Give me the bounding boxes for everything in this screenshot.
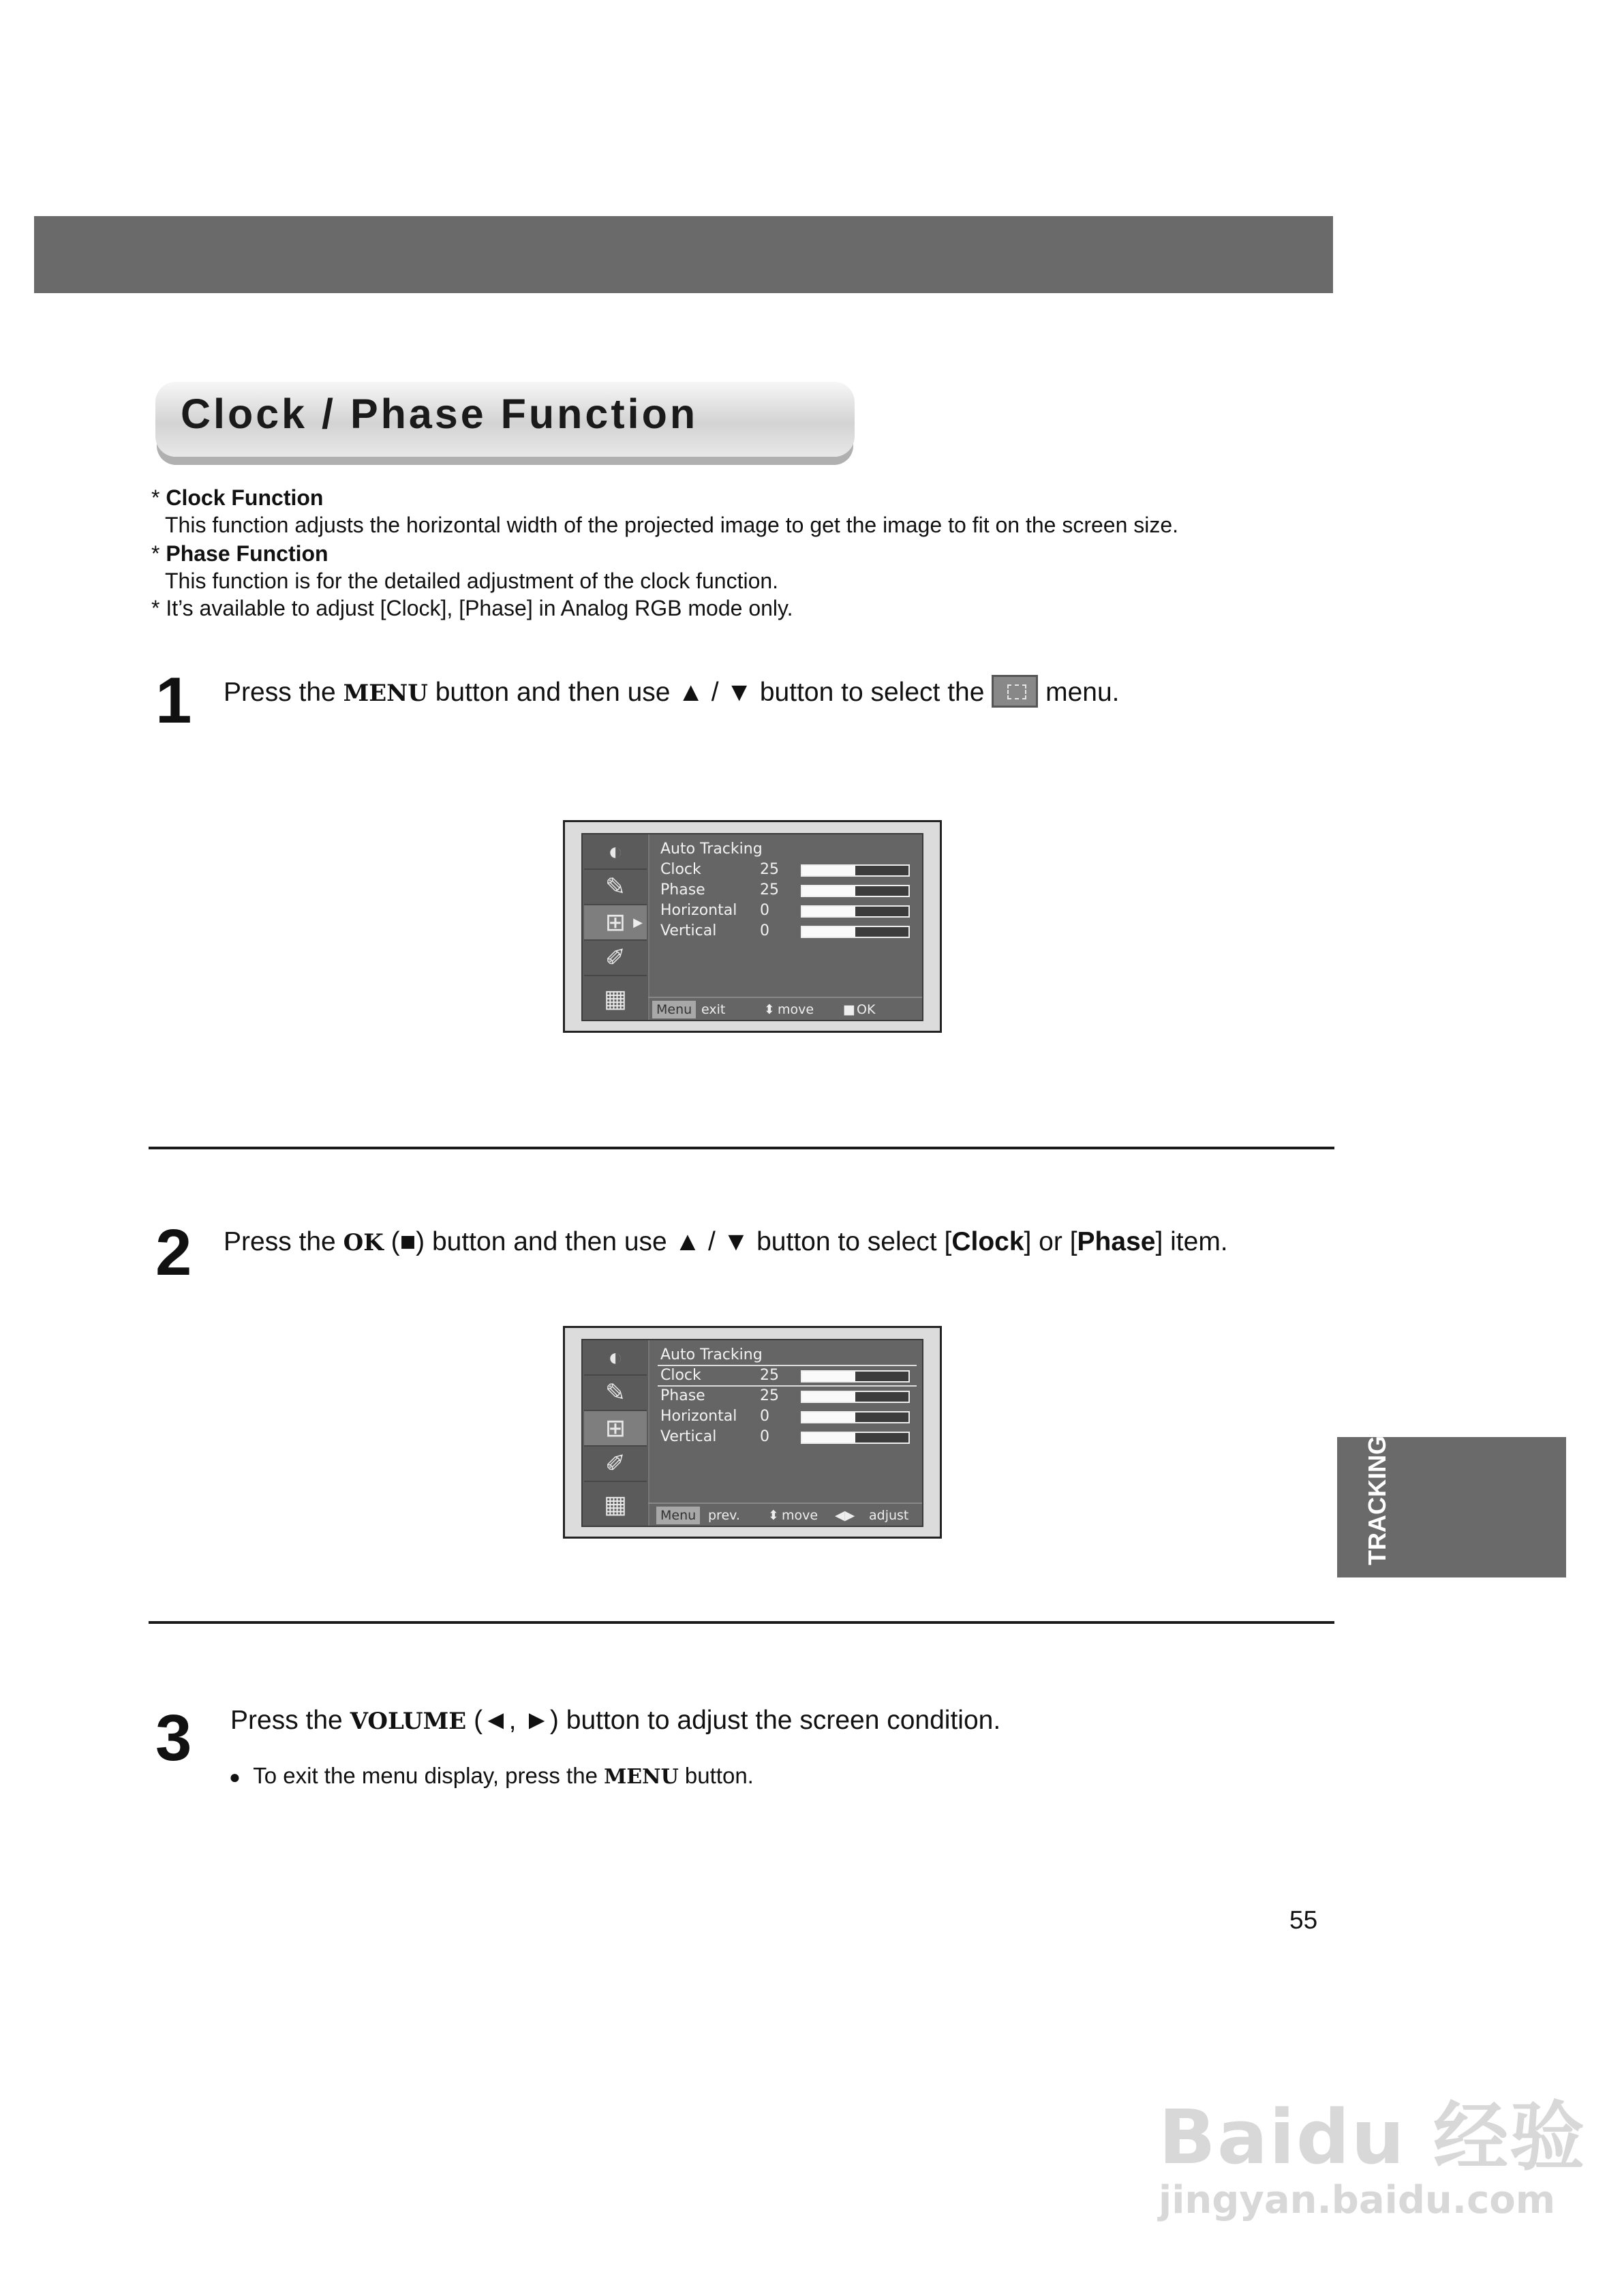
header-bar bbox=[34, 216, 1333, 293]
osd-sidebar bbox=[583, 834, 649, 1020]
osd-sidebar bbox=[583, 1340, 649, 1526]
left-right-icon: ◀▶ bbox=[835, 1508, 855, 1523]
osd-row-clock-selected: Clock 25 bbox=[658, 1365, 917, 1387]
osd-slider bbox=[801, 885, 910, 897]
osd-prev-label: prev. bbox=[708, 1508, 740, 1523]
intro-clock-heading: * Clock Function bbox=[151, 485, 324, 510]
osd-row-auto-tracking: Auto Tracking bbox=[660, 841, 763, 858]
special-icon: ✐ bbox=[584, 941, 647, 976]
osd-footer bbox=[648, 997, 922, 1021]
step-3-note: ● To exit the menu display, press the MENU button. bbox=[229, 1763, 754, 1789]
osd-slider bbox=[801, 1391, 910, 1403]
screen-icon: ▦ bbox=[603, 984, 627, 1012]
step-1-text: Press the MENU button and then use ▲ / ▼ button to select the menu. bbox=[224, 675, 1120, 708]
step-3-number: 3 bbox=[155, 1702, 192, 1774]
move-icon: ⬍ bbox=[768, 1508, 779, 1523]
osd-row-auto-tracking: Auto Tracking bbox=[660, 1346, 763, 1363]
divider-rule bbox=[149, 1147, 1334, 1149]
osd-exit-label: exit bbox=[701, 1002, 726, 1017]
osd-slider bbox=[801, 926, 910, 938]
osd-row-vertical: Vertical 0 bbox=[658, 922, 917, 941]
step-2-number: 2 bbox=[155, 1216, 192, 1289]
osd-ok-label: OK bbox=[857, 1002, 876, 1017]
intro-clock-text: This function adjusts the horizontal width of the projected image to get the image to fit on the screen size. bbox=[165, 513, 1179, 537]
move-icon: ⬍ bbox=[764, 1002, 775, 1017]
side-tab-label: TRACKING bbox=[1363, 1436, 1391, 1565]
step-2-text: Press the OK (■) button and then use ▲ / ▼ button to select [Clock] or [Phase] item. bbox=[224, 1227, 1228, 1256]
osd-menu-key: Menu bbox=[652, 1001, 696, 1018]
tracking-menu-icon bbox=[992, 675, 1038, 708]
picture-icon: ◐ bbox=[584, 834, 647, 870]
special-icon: ✐ bbox=[584, 1447, 647, 1482]
osd-menu-screen-1 bbox=[563, 820, 942, 1033]
divider-rule bbox=[149, 1621, 1334, 1624]
intro-phase-text: This function is for the detailed adjustment of the clock function. bbox=[165, 569, 779, 593]
intro-phase-heading: * Phase Function bbox=[151, 541, 328, 566]
osd-move-label: move bbox=[778, 1002, 814, 1017]
osd-row-phase: Phase 25 bbox=[658, 1387, 917, 1406]
step-3-text: Press the VOLUME (◄, ►) button to adjust the screen condition. bbox=[230, 1706, 1001, 1735]
osd-footer bbox=[648, 1502, 922, 1527]
screen-icon: ▦ bbox=[603, 1490, 627, 1518]
osd-menu-key: Menu bbox=[656, 1507, 700, 1524]
osd-move-label: move bbox=[782, 1508, 818, 1523]
intro-note: * It’s available to adjust [Clock], [Phase] in Analog RGB mode only. bbox=[151, 596, 793, 620]
osd-row-vertical: Vertical 0 bbox=[658, 1428, 917, 1447]
tracking-icon: ⊞ bbox=[584, 1411, 647, 1447]
osd-slider bbox=[801, 1432, 910, 1444]
section-title: Clock / Phase Function bbox=[181, 391, 699, 437]
osd-slider bbox=[801, 905, 910, 918]
osd-row-phase: Phase 25 bbox=[658, 881, 917, 900]
osd-slider bbox=[801, 864, 910, 877]
watermark-logo: Baidu 经验 jingyan.baidu.com bbox=[1159, 2094, 1587, 2222]
page-number: 55 bbox=[1289, 1906, 1318, 1934]
osd-row-clock: Clock 25 bbox=[658, 860, 917, 879]
ok-square-icon: ■ bbox=[843, 1002, 855, 1017]
osd-row-horizontal: Horizontal 0 bbox=[658, 1407, 917, 1426]
osd-adjust-label: adjust bbox=[869, 1508, 909, 1523]
tools-icon: ✎ bbox=[584, 870, 647, 905]
picture-icon: ◐ bbox=[584, 1340, 647, 1376]
osd-row-horizontal: Horizontal 0 bbox=[658, 901, 917, 920]
osd-slider bbox=[801, 1411, 910, 1423]
osd-slider bbox=[801, 1370, 910, 1383]
tools-icon: ✎ bbox=[584, 1376, 647, 1411]
step-1-number: 1 bbox=[155, 664, 192, 737]
osd-menu-screen-2 bbox=[563, 1326, 942, 1539]
tracking-icon: ⊞ ▶ bbox=[584, 905, 647, 941]
